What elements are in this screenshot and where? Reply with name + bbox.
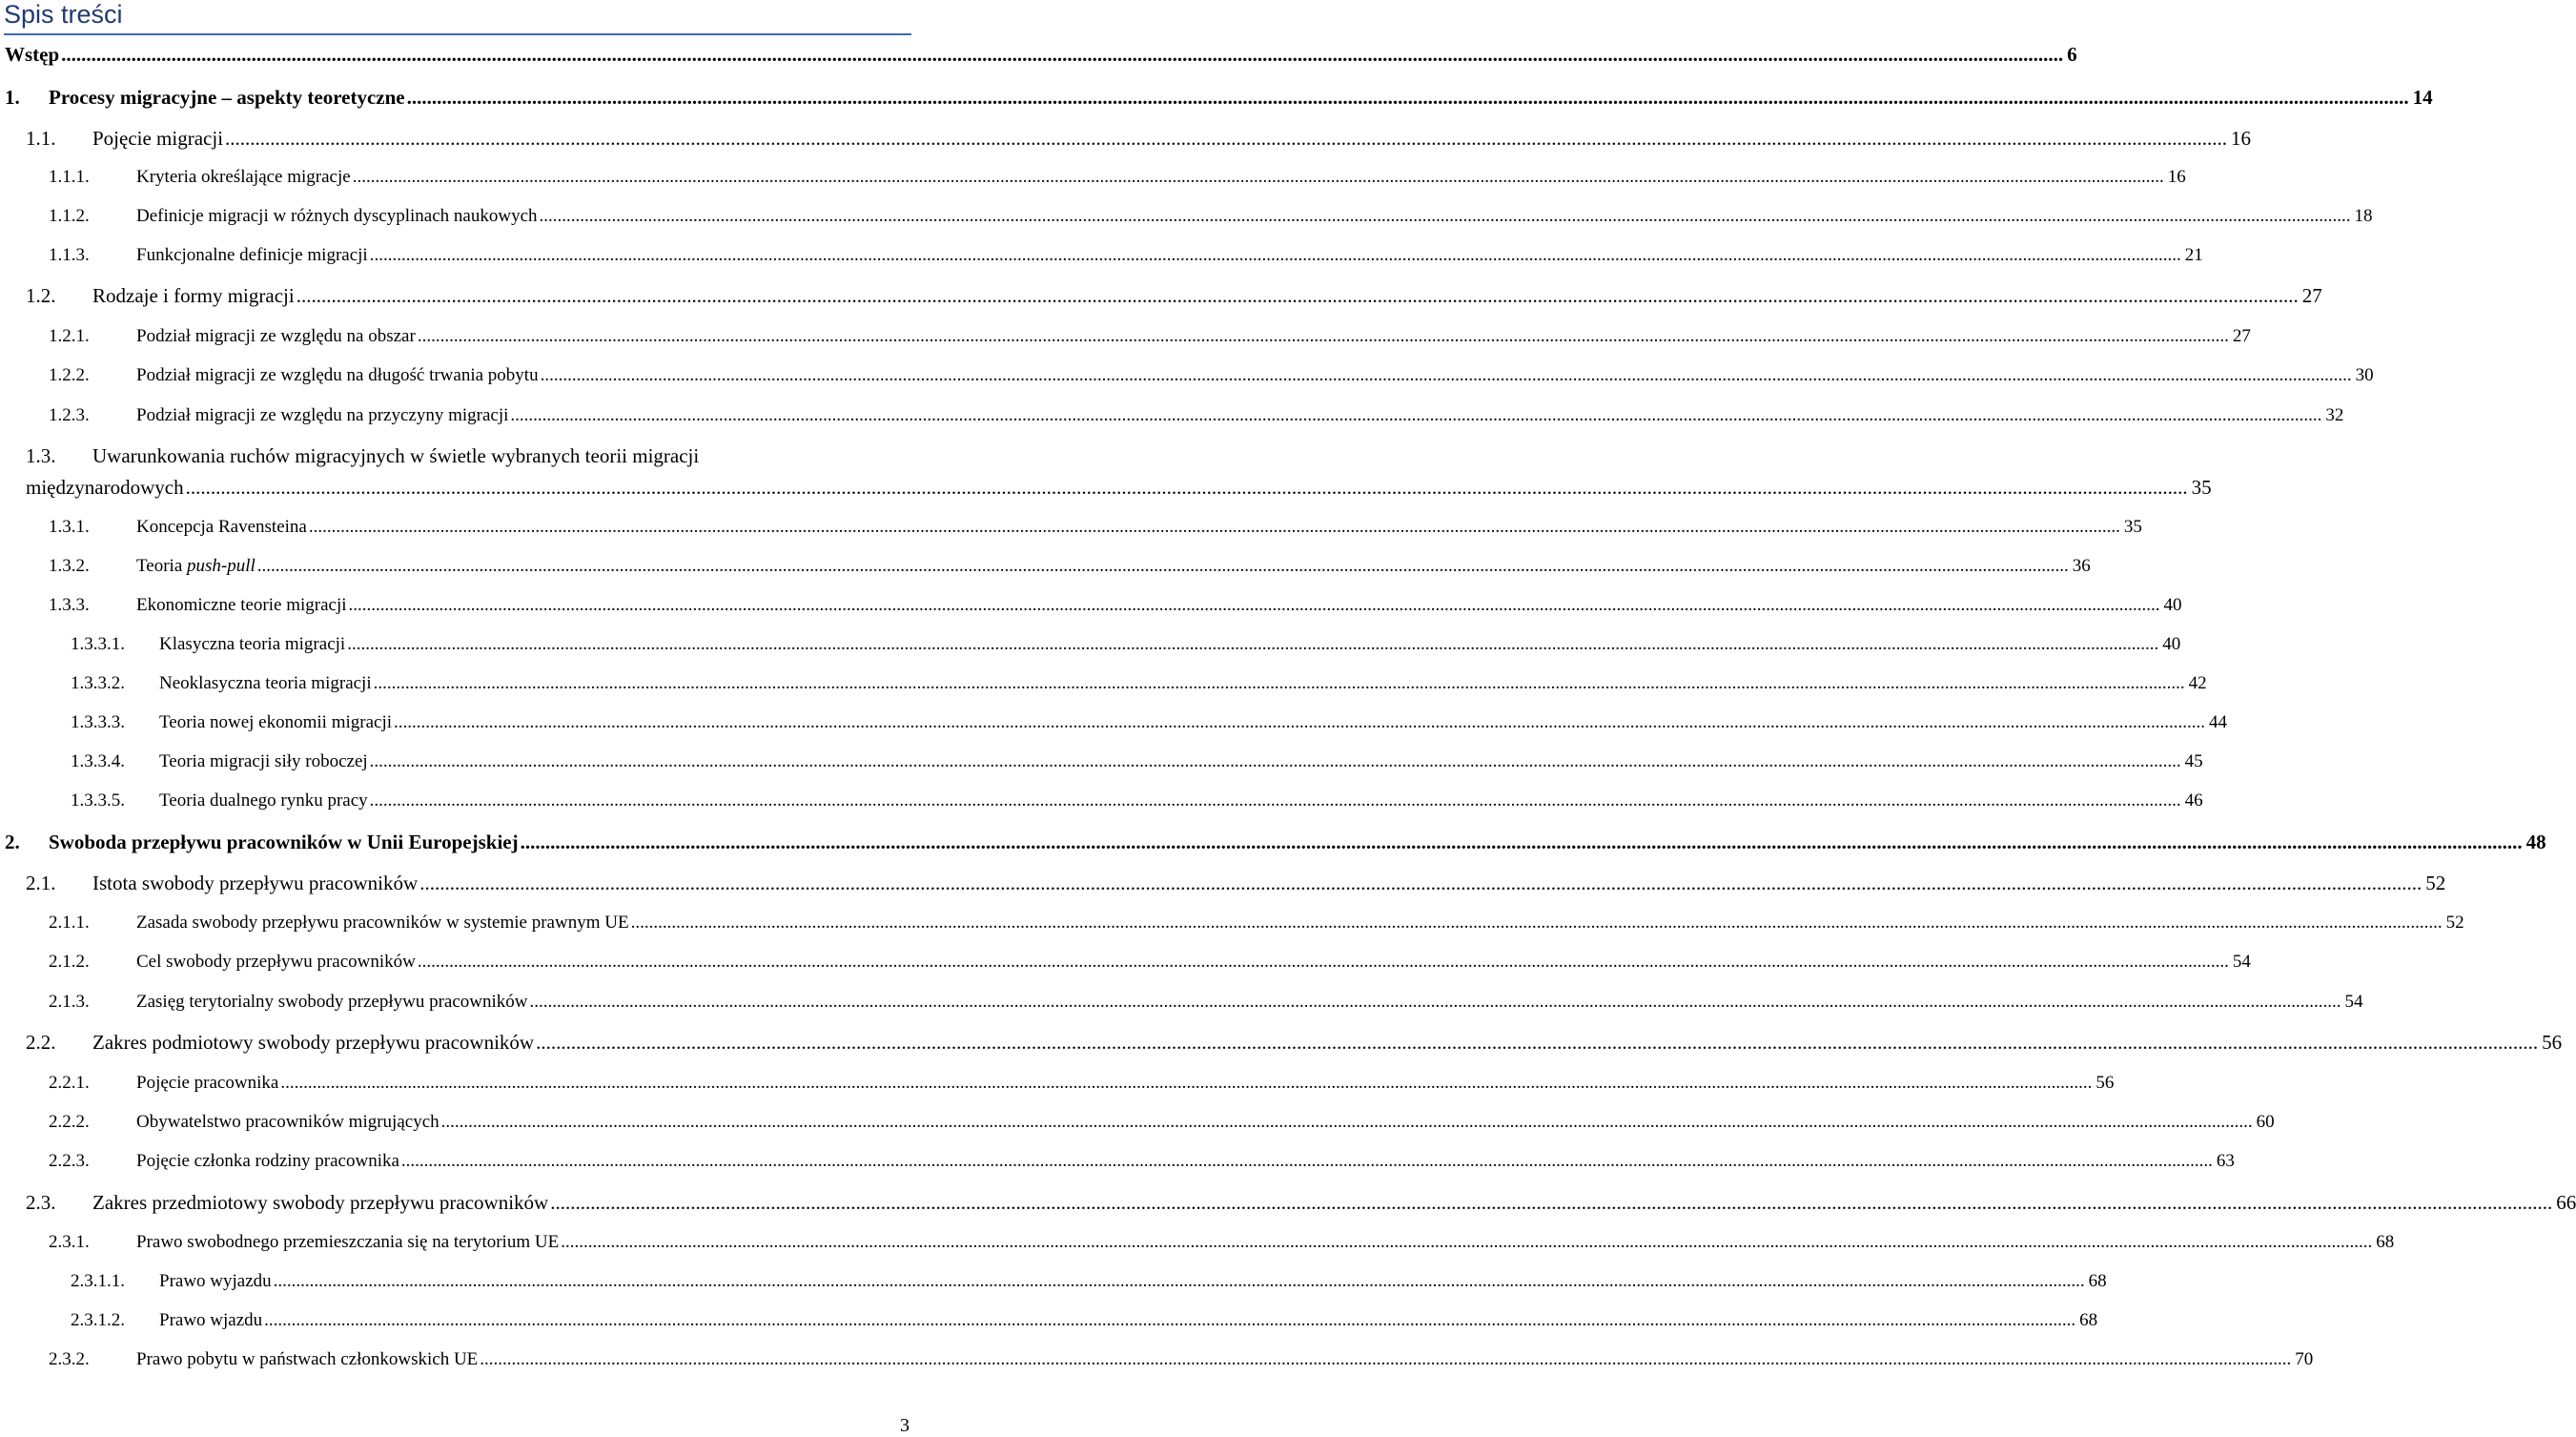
- dot-leader: ................................................................................................................................................................................................................................................................................................................................................................................................................: [520, 831, 2523, 853]
- toc-entry-number: 2.1.3.: [49, 992, 90, 1012]
- toc-entry-number: 1.2.3.: [49, 405, 90, 425]
- dot-leader: ................................................................................................................................................................................................................................................................................................................................................................................................................: [369, 751, 2181, 771]
- dot-leader: ................................................................................................................................................................................................................................................................................................................................................................................................................: [529, 992, 2341, 1012]
- toc-entry-number: 2.1.: [26, 872, 56, 894]
- dot-leader: ................................................................................................................................................................................................................................................................................................................................................................................................................: [540, 365, 2352, 385]
- toc-entry-page: 54: [2344, 992, 2363, 1012]
- toc-entry-title-italic: push-pull: [187, 556, 256, 576]
- toc-entry-page: 16: [2167, 167, 2186, 187]
- toc-entry-page: 27: [2301, 284, 2322, 307]
- dot-leader: ................................................................................................................................................................................................................................................................................................................................................................................................................: [406, 86, 2409, 109]
- dot-leader: ................................................................................................................................................................................................................................................................................................................................................................................................................: [348, 595, 2160, 615]
- toc-entry-page: 21: [2184, 245, 2203, 265]
- toc-entry[interactable]: [0, 444, 915, 467]
- page-number: 3: [900, 1415, 910, 1436]
- toc-entry-number: 1.3.1.: [49, 517, 90, 537]
- toc-entry-page: 45: [2184, 751, 2203, 771]
- dot-leader: ................................................................................................................................................................................................................................................................................................................................................................................................................: [400, 1151, 2213, 1171]
- dot-leader: ................................................................................................................................................................................................................................................................................................................................................................................................................: [373, 673, 2185, 693]
- toc-entry[interactable]: [0, 1231, 2395, 1254]
- toc-entry-page: 56: [2096, 1073, 2115, 1093]
- dot-leader: ................................................................................................................................................................................................................................................................................................................................................................................................................: [225, 127, 2228, 150]
- toc-entry-number: 1.3.3.5.: [71, 790, 125, 811]
- toc-entry-number: 2.3.1.2.: [71, 1310, 125, 1330]
- toc-entry[interactable]: [0, 1191, 2576, 1214]
- toc-entry[interactable]: [0, 244, 2203, 267]
- toc-entry[interactable]: [0, 205, 2373, 228]
- dot-leader: ................................................................................................................................................................................................................................................................................................................................................................................................................: [417, 952, 2229, 972]
- toc-entry-number: 1.: [5, 86, 20, 109]
- dot-leader: ................................................................................................................................................................................................................................................................................................................................................................................................................: [561, 1232, 2373, 1252]
- dot-leader: ................................................................................................................................................................................................................................................................................................................................................................................................................: [536, 1031, 2539, 1054]
- toc-entry-number: 1.1.2.: [49, 206, 90, 226]
- toc-entry-number: 1.3.3.3.: [71, 712, 125, 732]
- toc-entry-number: 1.1.: [26, 127, 56, 150]
- dot-leader: ................................................................................................................................................................................................................................................................................................................................................................................................................: [417, 326, 2229, 346]
- toc-entry[interactable]: [0, 516, 2142, 539]
- toc-entry-title: Zasięg terytorialny swobody przepływu pracowników: [136, 992, 528, 1012]
- toc-entry-page: 40: [2163, 595, 2182, 615]
- dot-leader: ................................................................................................................................................................................................................................................................................................................................................................................................................: [347, 634, 2159, 654]
- toc-entry-page: 60: [2256, 1112, 2275, 1132]
- toc-entry-number: 1.3.2.: [49, 556, 90, 576]
- dot-leader: ................................................................................................................................................................................................................................................................................................................................................................................................................: [264, 1310, 2076, 1330]
- toc-entry-title: Podział migracji ze względu na obszar: [136, 326, 416, 346]
- toc-entry[interactable]: [0, 284, 2322, 307]
- toc-entry-page: 66: [2556, 1191, 2576, 1214]
- toc-entry[interactable]: [0, 127, 2252, 150]
- toc-entry-number: 2.3.2.: [49, 1349, 90, 1369]
- dot-leader: ................................................................................................................................................................................................................................................................................................................................................................................................................: [480, 1349, 2292, 1369]
- toc-entry[interactable]: [0, 831, 2546, 853]
- dot-leader: ................................................................................................................................................................................................................................................................................................................................................................................................................: [440, 1112, 2253, 1132]
- toc-entry-number: 2.2.1.: [49, 1073, 90, 1093]
- toc-entry[interactable]: [0, 86, 2433, 109]
- toc-entry[interactable]: [0, 594, 2182, 617]
- toc-entry-number: 2.3.: [26, 1191, 56, 1214]
- toc-entry-title: Funkcjonalne definicje migracji: [136, 245, 368, 265]
- toc-entry-page: 46: [2184, 790, 2203, 811]
- dot-leader: ................................................................................................................................................................................................................................................................................................................................................................................................................: [280, 1073, 2093, 1093]
- toc-entry-page: 68: [2376, 1232, 2395, 1252]
- toc-entry-number: 2.3.1.1.: [71, 1271, 125, 1291]
- toc-entry-title: Procesy migracyjne – aspekty teoretyczne: [49, 86, 405, 109]
- toc-entry-title: Zakres przedmiotowy swobody przepływu pracowników: [92, 1191, 549, 1214]
- toc-entry-title: Koncepcja Ravensteina: [136, 517, 307, 537]
- dot-leader: ................................................................................................................................................................................................................................................................................................................................................................................................................: [256, 556, 2069, 576]
- toc-entry-number: 1.3.3.2.: [71, 673, 125, 693]
- toc-entry-continuation[interactable]: [0, 476, 2212, 499]
- toc-entry-title: Klasyczna teoria migracji: [159, 634, 346, 654]
- toc-entry-title: Teoria dualnego rynku pracy: [159, 790, 368, 811]
- toc-entry-title: Zakres podmiotowy swobody przepływu pracowników: [92, 1031, 535, 1054]
- toc-entry-number: 1.1.3.: [49, 245, 90, 265]
- dot-leader: ................................................................................................................................................................................................................................................................................................................................................................................................................: [296, 284, 2299, 307]
- toc-entry-title: Prawo wyjazdu: [159, 1271, 272, 1291]
- toc-entry[interactable]: [0, 325, 2251, 348]
- dot-leader: ................................................................................................................................................................................................................................................................................................................................................................................................................: [273, 1271, 2085, 1291]
- dot-leader: ................................................................................................................................................................................................................................................................................................................................................................................................................: [308, 517, 2120, 537]
- toc-entry-page: 30: [2355, 365, 2374, 385]
- toc-entry-number: 1.3.3.: [49, 595, 90, 615]
- toc-entry-page: 35: [2123, 517, 2142, 537]
- toc-entry-title: Uwarunkowania ruchów migracyjnych w świetle wybranych teorii migracji: [92, 444, 700, 467]
- toc-entry-page: 68: [2079, 1310, 2098, 1330]
- toc-entry-title: Prawo swobodnego przemieszczania się na terytorium UE: [136, 1232, 560, 1252]
- toc-entry-title: Teoria migracji siły roboczej: [159, 751, 368, 771]
- toc-entry-title: Teoria nowej ekonomii migracji: [159, 712, 393, 732]
- toc-entry-page: 18: [2354, 206, 2373, 226]
- toc-entry-number: 2.3.1.: [49, 1232, 90, 1252]
- toc-entry[interactable]: [0, 1270, 2107, 1293]
- toc-entry-number: 1.2.2.: [49, 365, 90, 385]
- toc-entry-number: 1.3.3.4.: [71, 751, 125, 771]
- toc-entry-number: 2.2.: [26, 1031, 56, 1054]
- toc-entry-page: 14: [2412, 86, 2433, 109]
- toc-entry[interactable]: [0, 404, 2344, 427]
- dot-leader: ................................................................................................................................................................................................................................................................................................................................................................................................................: [394, 712, 2206, 732]
- toc-entry-title: Podział migracji ze względu na długość trwania pobytu: [136, 365, 539, 385]
- toc-entry-page: 63: [2216, 1151, 2235, 1171]
- toc-entry-number: 2.1.1.: [49, 913, 90, 933]
- toc-entry-page: 52: [2445, 913, 2464, 933]
- toc-entry-title: Prawo wjazdu: [159, 1310, 263, 1330]
- dot-leader: ................................................................................................................................................................................................................................................................................................................................................................................................................: [61, 43, 2064, 66]
- toc-entry-title: Podział migracji ze względu na przyczyny migracji: [136, 405, 509, 425]
- toc-entry-title: Cel swobody przepływu pracowników: [136, 952, 416, 972]
- toc-entry-title: Prawo pobytu w państwach członkowskich UE: [136, 1349, 479, 1369]
- toc-entry-page: 68: [2088, 1271, 2107, 1291]
- toc-entry-title: Definicje migracji w różnych dyscyplinach naukowych: [136, 206, 538, 226]
- dot-leader: ................................................................................................................................................................................................................................................................................................................................................................................................................: [185, 476, 2188, 499]
- toc-entry-number: 1.2.1.: [49, 326, 90, 346]
- toc-entry-title: Obywatelstwo pracowników migrujących: [136, 1112, 440, 1132]
- toc-entry[interactable]: [0, 1111, 2275, 1134]
- dot-leader: ................................................................................................................................................................................................................................................................................................................................................................................................................: [369, 790, 2181, 811]
- toc-entry[interactable]: [0, 1072, 2115, 1095]
- dot-leader: ................................................................................................................................................................................................................................................................................................................................................................................................................: [539, 206, 2351, 226]
- page-title: Spis treści: [4, 0, 123, 29]
- toc-entry-page: 16: [2231, 127, 2252, 150]
- toc-entry-page: 36: [2072, 556, 2091, 576]
- toc-entry-page: 54: [2232, 952, 2251, 972]
- toc-entry[interactable]: [0, 672, 2207, 695]
- toc-entry-page: 42: [2188, 673, 2207, 693]
- toc-entry-page: 48: [2525, 831, 2546, 853]
- toc-entry-title: Zasada swobody przepływu pracowników w systemie prawnym UE: [136, 913, 629, 933]
- toc-entry-page: 44: [2209, 712, 2228, 732]
- toc-entry-page: 70: [2295, 1349, 2314, 1369]
- toc-entry-page: 27: [2232, 326, 2251, 346]
- toc-entry[interactable]: [0, 991, 2363, 1014]
- toc-entry[interactable]: [0, 555, 2091, 578]
- toc-entry-number: Wstęp: [5, 43, 60, 66]
- toc-entry-number: 1.1.1.: [49, 167, 90, 187]
- toc-entry[interactable]: [0, 1309, 2098, 1332]
- toc-entry[interactable]: [0, 951, 2251, 974]
- toc-entry[interactable]: [0, 364, 2374, 387]
- toc-entry-title: Neoklasyczna teoria migracji: [159, 673, 372, 693]
- dot-leader: ................................................................................................................................................................................................................................................................................................................................................................................................................: [510, 405, 2322, 425]
- toc-entry-page: 52: [2425, 872, 2446, 894]
- toc-entry-title: Teoria push-pull: [136, 556, 256, 576]
- toc-entry-title: Pojęcie pracownika: [136, 1073, 279, 1093]
- toc-entry-number: 2.2.3.: [49, 1151, 90, 1171]
- toc-entry[interactable]: [0, 711, 2228, 734]
- toc-entry[interactable]: [0, 1150, 2235, 1173]
- toc-entry-title-cont: międzynarodowych: [26, 476, 184, 499]
- toc-entry-page: 56: [2542, 1031, 2563, 1054]
- toc-entry[interactable]: [0, 750, 2203, 773]
- dot-leader: ................................................................................................................................................................................................................................................................................................................................................................................................................: [419, 872, 2423, 894]
- dot-leader: ................................................................................................................................................................................................................................................................................................................................................................................................................: [630, 913, 2443, 933]
- toc-entry-number: 2.: [5, 831, 20, 853]
- toc-entry-page: 6: [2067, 43, 2077, 66]
- toc-entry[interactable]: [0, 790, 2203, 812]
- toc-entry[interactable]: [0, 633, 2181, 656]
- toc-entry-title: Kryteria określające migracje: [136, 167, 351, 187]
- toc-entry-title: Rodzaje i formy migracji: [92, 284, 295, 307]
- toc-entry-page: 32: [2325, 405, 2344, 425]
- toc-entry-number: 1.3.: [26, 444, 56, 467]
- toc-entry[interactable]: [0, 166, 2186, 189]
- dot-leader: ................................................................................................................................................................................................................................................................................................................................................................................................................: [550, 1191, 2553, 1214]
- dot-leader: ................................................................................................................................................................................................................................................................................................................................................................................................................: [352, 167, 2164, 187]
- toc-entry[interactable]: [0, 1348, 2314, 1371]
- toc-entry-title: Pojęcie członka rodziny pracownika: [136, 1151, 399, 1171]
- toc-entry-title: Pojęcie migracji: [92, 127, 224, 150]
- toc-entry-number: 2.2.2.: [49, 1112, 90, 1132]
- toc-entry-page: 40: [2162, 634, 2181, 654]
- toc-entry[interactable]: [0, 43, 2077, 66]
- toc-entry-title: Istota swobody przepływu pracowników: [92, 872, 419, 894]
- toc-entry-title: Ekonomiczne teorie migracji: [136, 595, 347, 615]
- toc-entry-number: 1.2.: [26, 284, 56, 307]
- toc-entry[interactable]: [0, 872, 2446, 894]
- toc-entry[interactable]: [0, 912, 2464, 934]
- toc-entry-title: Swoboda przepływu pracowników w Unii Europejskiej: [49, 831, 519, 853]
- toc-entry[interactable]: [0, 1031, 2563, 1054]
- toc-entry-page: 35: [2191, 476, 2212, 499]
- toc-entry-number: 2.1.2.: [49, 952, 90, 972]
- dot-leader: ................................................................................................................................................................................................................................................................................................................................................................................................................: [369, 245, 2181, 265]
- toc-entry-number: 1.3.3.1.: [71, 634, 125, 654]
